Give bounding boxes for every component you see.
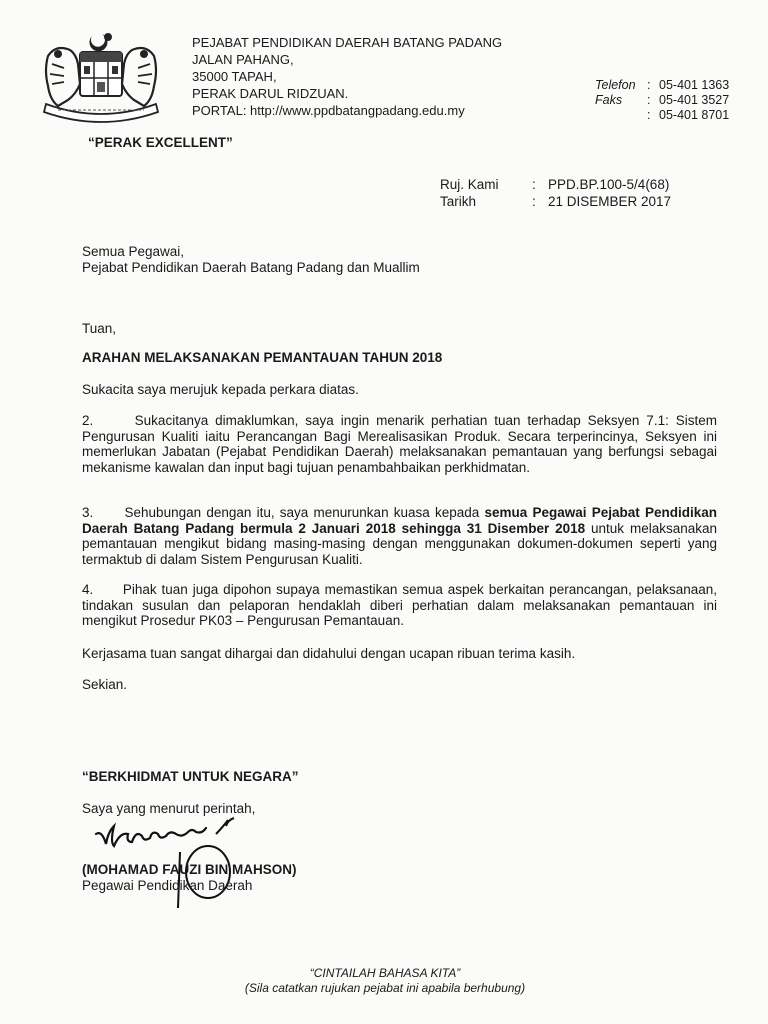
contact-block: Telefon : 05-401 1363 Faks : 05-401 3527 : 05-401 8701: [595, 78, 730, 122]
recipient-line: Semua Pegawai,: [82, 244, 185, 259]
footer: [200, 966, 570, 996]
faks-number: 05-401 8701: [659, 108, 730, 122]
paragraph-3-text: 3. Sehubungan dengan itu, saya menurunkan kuasa kepada: [82, 505, 485, 520]
paragraph-3-text: untuk melaksanakan pemantauan mengikut bidang masing-masing dengan menggunakan dokumen-dokumen seperti yang termaktub di dalam Sistem Pengurusan Kualiti.: [82, 520, 721, 567]
footer-slogan: “CINTAILAH BAHASA KITA”: [309, 966, 461, 980]
ruj-value: PPD.BP.100-5/4(68): [548, 177, 670, 192]
paragraph-4: 4. Pihak tuan juga dipohon supaya memastikan semua aspek berkaitan perancangan, pelaksanaan, tindakan susulan dan pelaporan hendaklah diberi perhatian dalam melaksanakan pemantauan ini mengikut Prosedur PK03 – Pengurusan Pemantauan.: [82, 582, 721, 629]
motto: “PERAK EXCELLENT”: [88, 135, 233, 150]
paragraph-1: Sukacita saya merujuk kepada perkara diatas.: [82, 382, 359, 397]
faks-label: Faks: [595, 93, 623, 107]
faks-number: 05-401 3527: [659, 93, 730, 107]
subject-heading: ARAHAN MELAKSANAKAN PEMANTAUAN TAHUN 2018: [82, 350, 443, 365]
address-line: 35000 TAPAH,: [192, 69, 277, 84]
sekian: Sekian.: [82, 677, 128, 692]
telefon-label: Telefon: [595, 78, 636, 92]
slogan: “BERKHIDMAT UNTUK NEGARA”: [82, 769, 299, 784]
footer-note: (Sila catatkan rujukan pejabat ini apabila berhubung): [244, 981, 526, 995]
telefon-number: 05-401 1363: [659, 78, 730, 92]
paragraph-3: [82, 505, 721, 567]
office-name: PEJABAT PENDIDIKAN DAERAH BATANG PADANG: [192, 35, 503, 50]
malaysia-coat-of-arms-icon: [38, 26, 164, 126]
ruj-label: Ruj. Kami: [440, 177, 499, 192]
order-line: Saya yang menurut perintah,: [82, 801, 256, 816]
tarikh-label: Tarikh: [440, 194, 477, 209]
paragraph-2: 2. Sukacitanya dimaklumkan, saya ingin menarik perhatian tuan terhadap Seksyen 7.1: Sistem Pengurusan Kualiti iaitu Perancangan Bagi Merealisasikan Produk. Secara terperincinya, Seksyen ini memerlukan Jabatan (Pejabat Pendidikan Daerah) melaksanakan pemantauan yang berfungsi sebagai mekanisme kawalan dan input bagi tujuan penambahbaikan perkhidmatan.: [82, 413, 721, 475]
closing-line: Kerjasama tuan sangat dihargai dan didahului dengan ucapan ribuan terima kasih.: [82, 646, 576, 661]
paragraph-3-bold: semua Pegawai Pejabat Pendidikan Daerah Batang Padang bermula 2 Januari 2018 sehingga 31 Disember 2018: [82, 505, 721, 536]
letterhead-address: [192, 34, 502, 119]
portal-url[interactable]: PORTAL: http://www.ppdbatangpadang.edu.my: [192, 103, 465, 118]
recipient-line: Pejabat Pendidikan Daerah Batang Padang dan Muallim: [82, 259, 420, 275]
tarikh-value: 21 DISEMBER 2017: [548, 194, 672, 209]
address-line: JALAN PAHANG,: [192, 52, 294, 67]
reference-block: Ruj. Kami : PPD.BP.100-5/4(68) Tarikh : 21 DISEMBER 2017: [440, 177, 672, 209]
recipient: [82, 244, 420, 275]
signer-title: Pegawai Pendidikan Daerah: [82, 878, 253, 893]
signer-name: (MOHAMAD FAUZI BIN MAHSON): [82, 862, 297, 877]
salutation: Tuan,: [82, 321, 117, 336]
address-line: PERAK DARUL RIDZUAN.: [192, 86, 349, 101]
